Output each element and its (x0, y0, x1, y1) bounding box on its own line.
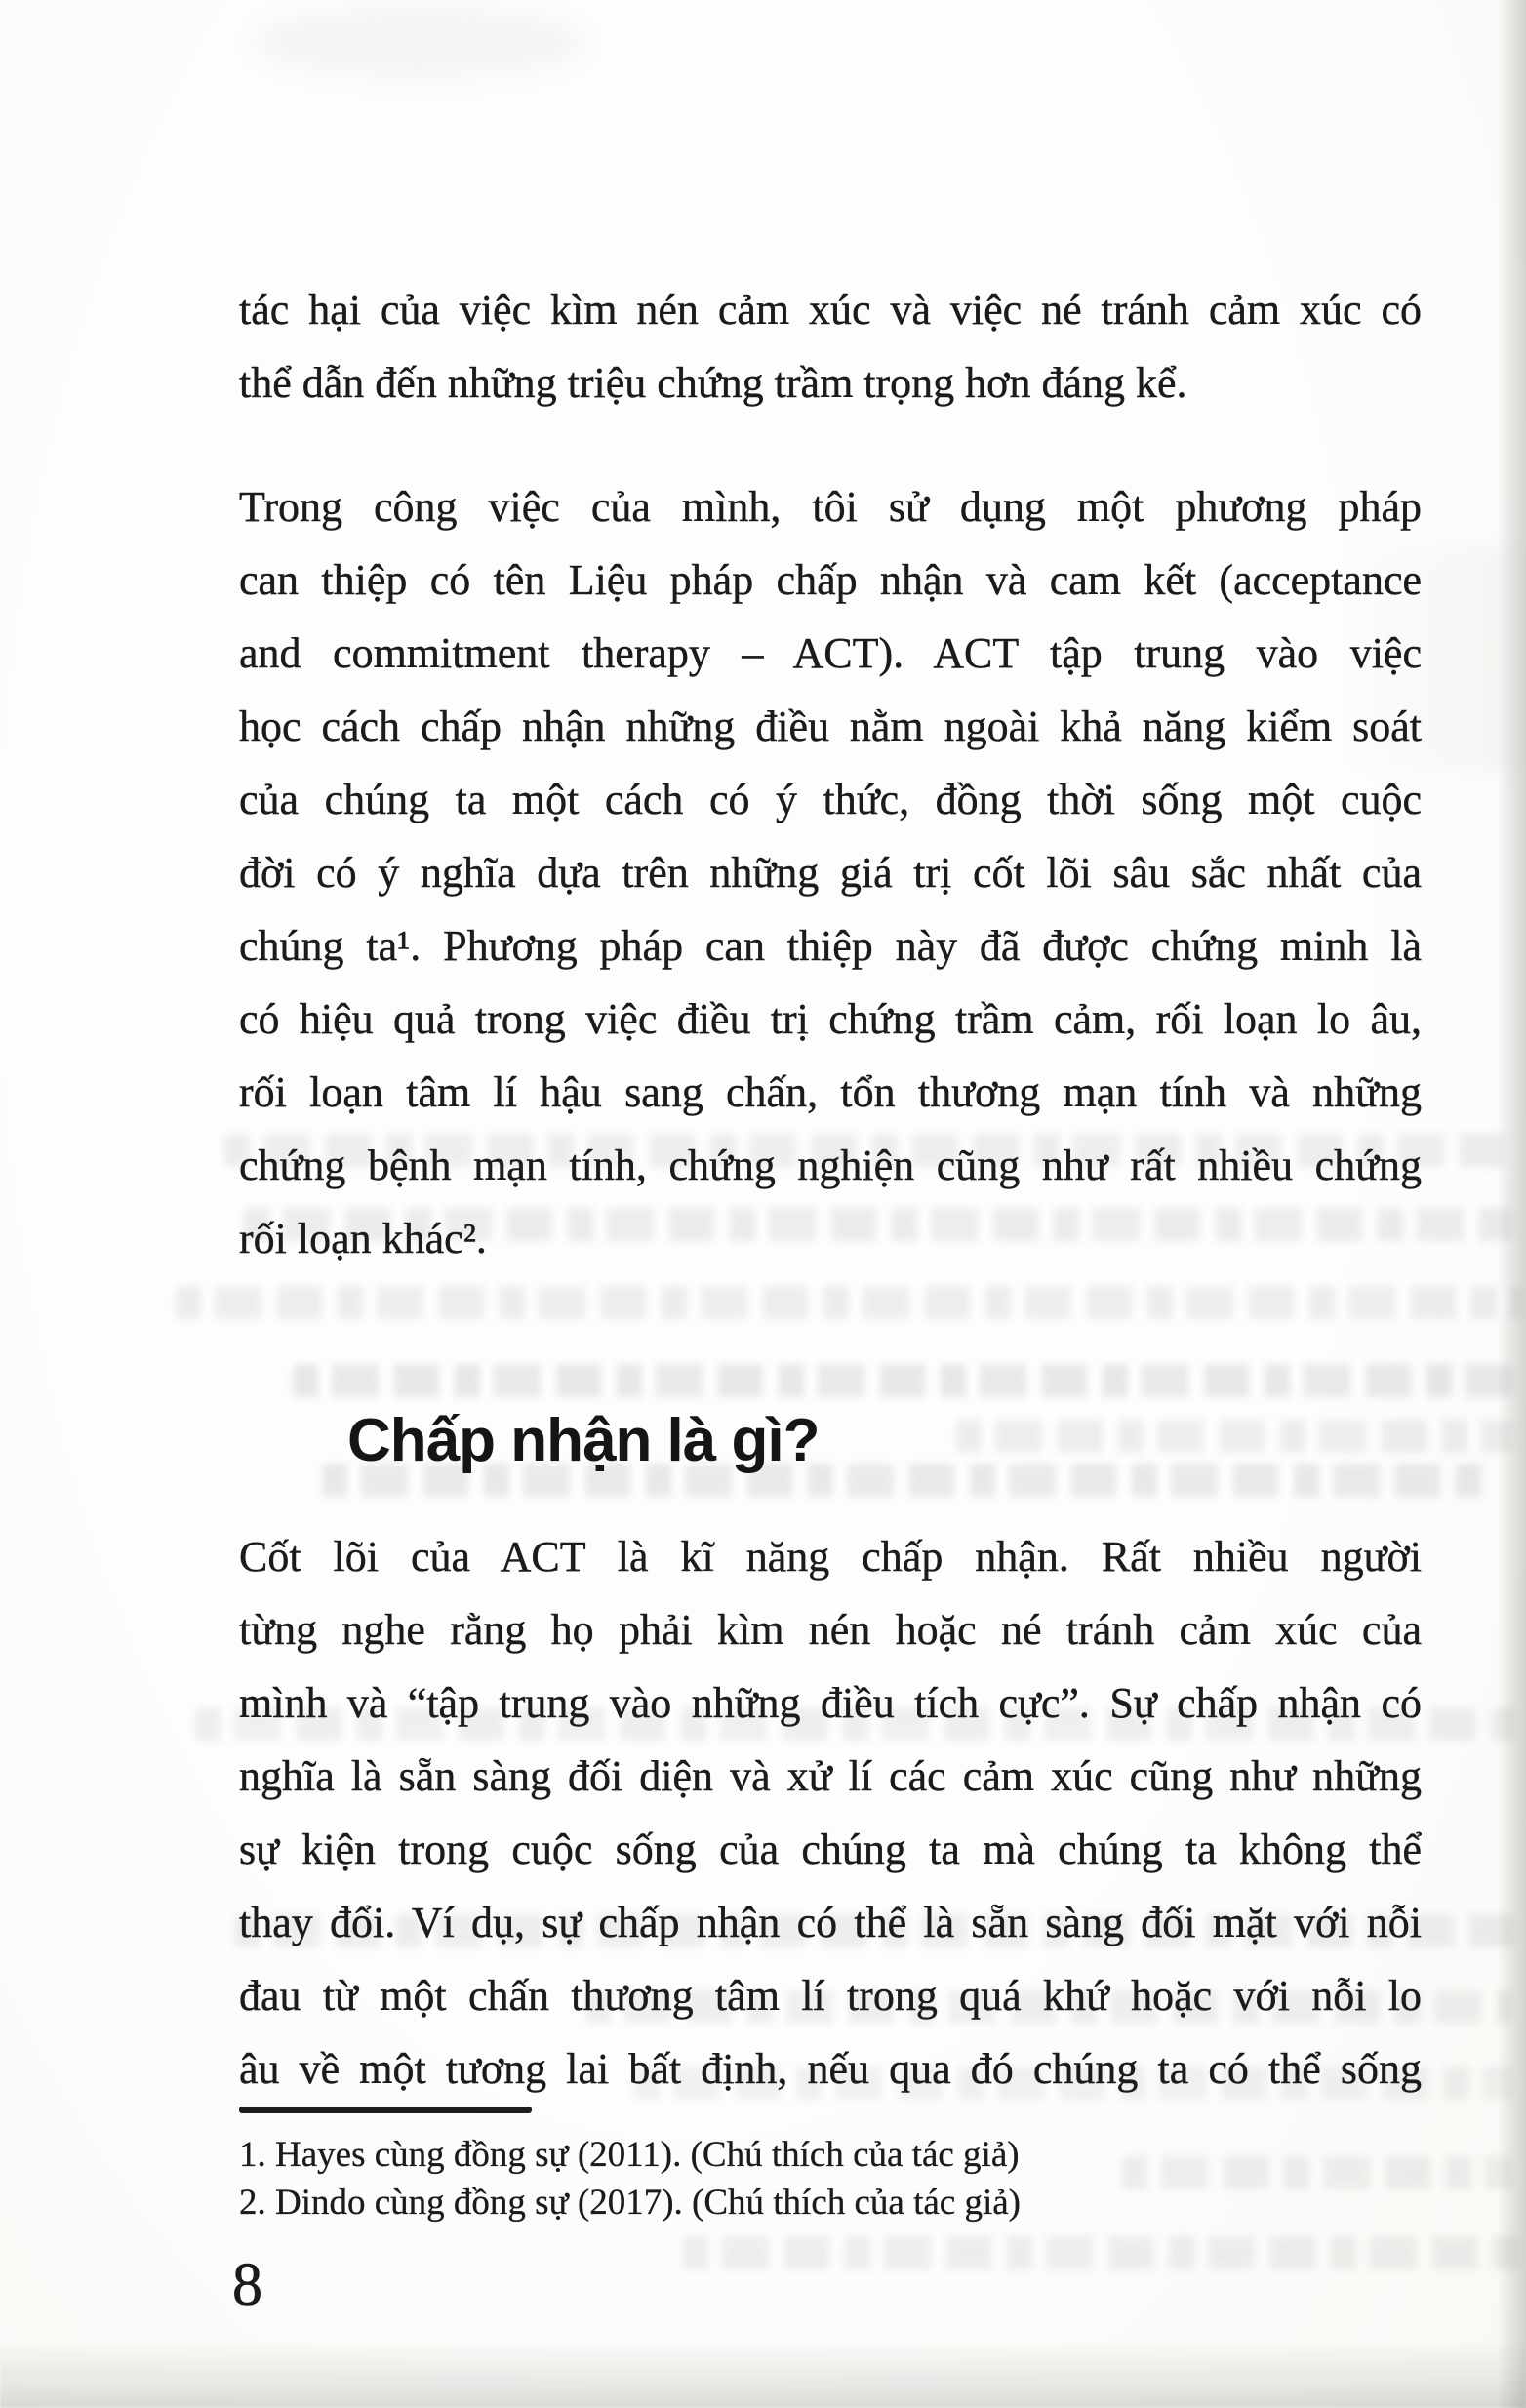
text-line: rối loạn tâm lí hậu sang chấn, tổn thương mạn tính và những (239, 1068, 1422, 1116)
bleedthrough-smudge (293, 1364, 1512, 1397)
text-line: đời có ý nghĩa dựa trên những giá trị cốt lõi sâu sắc nhất của (239, 849, 1422, 897)
page-number: 8 (232, 2252, 262, 2318)
scan-noise-smudge (254, 8, 585, 76)
footnotes-block (239, 2131, 1422, 2227)
text-line: chứng bệnh mạn tính, chứng nghiện cũng như rất nhiều chứng (239, 1142, 1422, 1189)
text-line: mình và “tập trung vào những điều tích cực”. Sự chấp nhận có (239, 1679, 1422, 1727)
text-line: rối loạn khác². (239, 1215, 487, 1263)
text-line: sự kiện trong cuộc sống của chúng ta mà chúng ta không thể (239, 1826, 1422, 1873)
text-line: thể dẫn đến những triệu chứng trầm trọng hơn đáng kể. (239, 359, 1187, 407)
text-line: chúng ta¹. Phương pháp can thiệp này đã được chứng minh là (239, 922, 1422, 970)
text-line: từng nghe rằng họ phải kìm nén hoặc né tránh cảm xúc của (239, 1606, 1422, 1654)
text-line: của chúng ta một cách có ý thức, đồng thời sống một cuộc (239, 776, 1422, 823)
footnote: 2. Dindo cùng đồng sự (2017). (Chú thích của tác giả) (239, 2183, 1021, 2223)
text-line: thay đổi. Ví dụ, sự chấp nhận có thể là sẵn sàng đối mặt với nỗi (239, 1899, 1422, 1946)
text-line: Cốt lõi của ACT là kĩ năng chấp nhận. Rất nhiều người (239, 1533, 1422, 1581)
text-line: nghĩa là sẵn sàng đối diện và xử lí các cảm xúc cũng như những (239, 1752, 1422, 1800)
text-line: có hiệu quả trong việc điều trị chứng trầm cảm, rối loạn lo âu, (239, 995, 1422, 1043)
text-line: can thiệp có tên Liệu pháp chấp nhận và cam kết (acceptance (239, 556, 1422, 604)
section-heading: Chấp nhận là gì? (347, 1407, 820, 1474)
bleedthrough-smudge (956, 1420, 1512, 1453)
paragraph-acceptance (239, 1520, 1422, 2106)
footnote-separator (239, 2107, 532, 2113)
paragraph-continuation (239, 273, 1422, 420)
page-edge-shading (1497, 0, 1526, 2408)
text-line: tác hại của việc kìm nén cảm xúc và việc né tránh cảm xúc có (239, 286, 1422, 334)
text-line: and commitment therapy – ACT). ACT tập trung vào việc (239, 629, 1422, 677)
bleedthrough-smudge (683, 2236, 1522, 2269)
text-line: học cách chấp nhận những điều nằm ngoài khả năng kiểm soát (239, 702, 1422, 750)
paragraph-act-intro (239, 470, 1422, 1275)
text-line: âu về một tương lai bất định, nếu qua đó chúng ta có thể sống (239, 2045, 1422, 2093)
footnote: 1. Hayes cùng đồng sự (2011). (Chú thích của tác giả) (239, 2135, 1020, 2175)
text-line: đau từ một chấn thương tâm lí trong quá khứ hoặc với nỗi lo (239, 1972, 1422, 2020)
bleedthrough-smudge (176, 1286, 1522, 1319)
text-line: Trong công việc của mình, tôi sử dụng một phương pháp (239, 483, 1422, 531)
page-bottom-shading (0, 2340, 1526, 2408)
